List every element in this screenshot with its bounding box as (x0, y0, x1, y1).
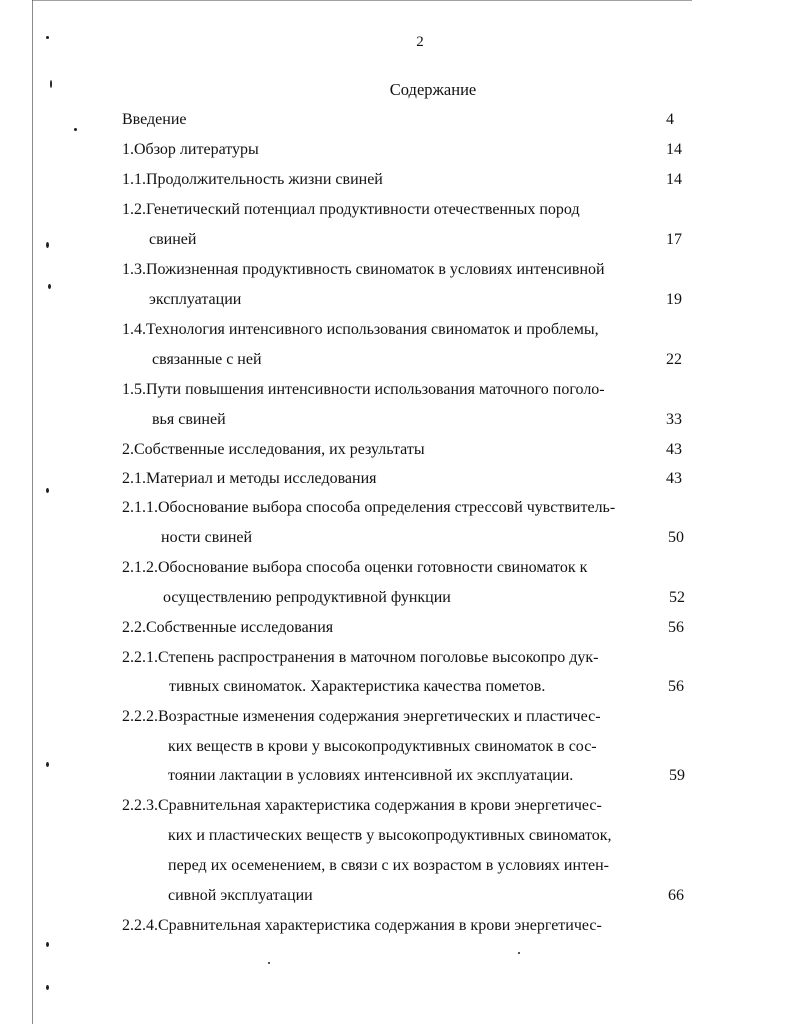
toc-entry-line: ких и пластических веществ у высокопродуктивных свиноматок, (168, 827, 612, 844)
toc-entry-line: эксплуатации (149, 291, 242, 308)
toc-entry-page: 22 (666, 351, 682, 368)
scan-top-edge (32, 0, 692, 1)
scan-speck (46, 488, 49, 493)
toc-entry-line: 2.Собственные исследования, их результаты (122, 441, 425, 458)
toc-entry-line: 1.5.Пути повышения интенсивности использования маточного поголо- (122, 381, 605, 398)
toc-entry-page: 14 (666, 171, 682, 188)
toc-entry-page: 19 (666, 291, 682, 308)
toc-entry-page: 50 (668, 529, 684, 546)
scan-speck (46, 942, 49, 947)
scan-speck (46, 242, 49, 248)
toc-entry-line: 2.1.2.Обоснование выбора способа оценки готовности свиноматок к (122, 559, 588, 576)
toc-entry-line: свиней (149, 231, 197, 248)
toc-entry-page: 59 (669, 767, 685, 784)
toc-entry-line: 2.2.4.Сравнительная характеристика содержания в крови энергетичес- (122, 917, 602, 934)
toc-entry-line: 2.2.1.Степень распространения в маточном поголовье высокопро дук- (122, 649, 599, 666)
toc-entry-line: тивных свиноматок. Характеристика качества пометов. (169, 678, 546, 695)
toc-entry-line: 2.1.1.Обоснование выбора способа определения стрессовй чувствитель- (122, 499, 616, 516)
scan-speck (50, 80, 52, 88)
scan-speck (48, 284, 51, 289)
toc-entry-line: Введение (122, 111, 187, 128)
toc-entry-line: связанные с ней (152, 351, 262, 368)
toc-entry-line: ких веществ в крови у высокопродуктивных свиноматок в сос- (168, 738, 597, 755)
page-number: 2 (416, 34, 424, 50)
toc-entry-line: вья свиней (152, 411, 226, 428)
toc-entry-page: 4 (666, 111, 674, 128)
scan-speck (518, 952, 520, 954)
toc-entry-line: сивной эксплуатации (168, 887, 313, 904)
scan-speck (268, 962, 270, 964)
toc-entry-line: 2.2.3.Сравнительная характеристика содержания в крови энергетичес- (122, 797, 602, 814)
toc-entry-line: 1.2.Генетический потенциал продуктивности отечественных пород (122, 201, 580, 218)
toc-entry-page: 14 (666, 141, 682, 158)
toc-entry-page: 17 (666, 231, 682, 248)
toc-entry-page: 52 (669, 589, 685, 606)
scan-speck (74, 128, 77, 131)
toc-entry-line: осуществлению репродуктивной функции (163, 589, 451, 606)
toc-entry-line: 1.1.Продолжительность жизни свиней (122, 171, 383, 188)
toc-entry-page: 66 (668, 887, 684, 904)
toc-entry-page: 43 (666, 441, 682, 458)
toc-entry-line: перед их осеменением, в связи с их возрастом в условиях интен- (168, 857, 609, 874)
toc-entry-line: 1.4.Технология интенсивного использования свиноматок и проблемы, (122, 321, 599, 338)
scan-speck (46, 762, 49, 767)
toc-entry-line: 2.1.Материал и методы исследования (122, 470, 377, 487)
scan-speck (46, 36, 49, 39)
scan-speck (46, 985, 49, 990)
toc-entry-line: 2.2.2.Возрастные изменения содержания энергетических и пластичес- (122, 708, 601, 725)
toc-entry-line: ности свиней (161, 529, 253, 546)
scan-binding-edge (32, 0, 33, 1024)
toc-entry-line: 1.Обзор литературы (122, 141, 259, 158)
toc-entry-page: 56 (668, 619, 684, 636)
toc-entry-page: 43 (666, 470, 682, 487)
toc-title: Содержание (389, 80, 477, 99)
toc-entry-line: тоянии лактации в условиях интенсивной их эксплуатации. (168, 767, 574, 784)
toc-entry-page: 33 (666, 411, 682, 428)
toc-entry-line: 2.2.Собственные исследования (122, 619, 334, 636)
toc-entry-page: 56 (668, 678, 684, 695)
toc-entry-line: 1.3.Пожизненная продуктивность свиноматок в условиях интенсивной (122, 261, 605, 278)
